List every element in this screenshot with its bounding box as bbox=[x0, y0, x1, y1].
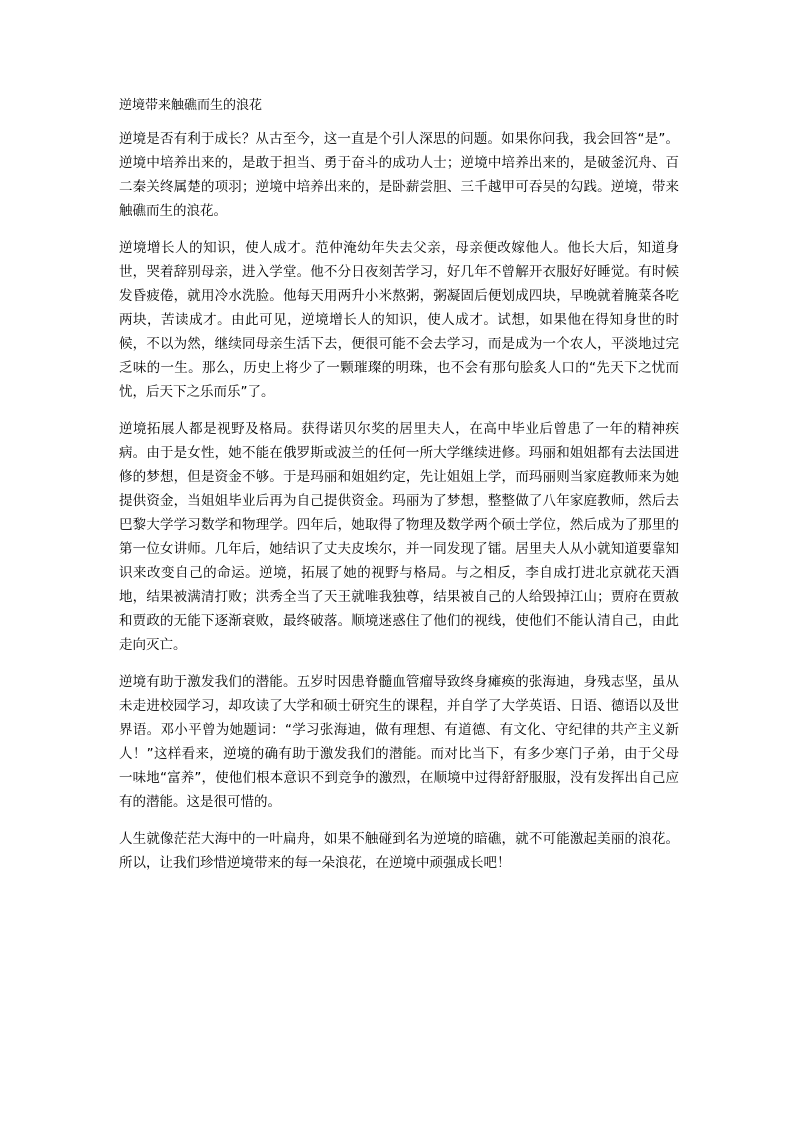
paragraph-intro: 逆境是否有利于成长？从古至今，这一直是个引人深思的问题。如果你问我，我会回答“是”。逆境中培养出来的，是敢于担当、勇于奋斗的成功人士；逆境中培养出来的，是破釜沉舟、百二秦关终属楚的项羽；逆境中培养出来的，是卧薪尝胆、三千越甲可吞吴的勾践。逆境，带来触礁而生的浪花。 bbox=[119, 131, 679, 219]
document-title: 逆境带来触礁而生的浪花 bbox=[119, 98, 263, 113]
document-page bbox=[119, 94, 679, 888]
paragraph-vision: 逆境拓展人都是视野及格局。获得诺贝尔奖的居里夫人，在高中毕业后曾患了一年的精神疾病。由于是女性，她不能在俄罗斯或波兰的任何一所大学继续进修。玛丽和姐姐都有去法国进修的梦想，但是资金不够。于是玛丽和姐姐约定，先让姐姐上学，而玛丽则当家庭教师来为她提供资金，当姐姐毕业后再为自己提供资金。玛丽为了梦想，整整做了八年家庭教师，然后去巴黎大学学习数学和物理学。四年后，她取得了物理及数学两个硕士学位，然后成为了那里的第一位女讲师。几年后，她结识了丈夫皮埃尔，并一同发现了镭。居里夫人从小就知道要靠知识来改变自己的命运。逆境，拓展了她的视野与格局。与之相反，李自成打进北京就花天酒地，结果被满清打败；洪秀全当了天王就唯我独尊，结果被自己的人给毁掉江山；贾府在贾赦和贾政的无能下逐渐衰败，最终破落。顺境迷惑住了他们的视线，使他们不能认清自己，由此走向灭亡。 bbox=[119, 421, 679, 653]
paragraph-knowledge: 逆境增长人的知识，使人成才。范仲淹幼年失去父亲，母亲便改嫁他人。他长大后，知道身世，哭着辞别母亲，进入学堂。他不分日夜刻苦学习，好几年不曾解开衣服好好睡觉。有时候发昏疲倦，就用冷水洗脸。他每天用两升小米熬粥，粥凝固后便划成四块，早晚就着腌菜各吃两块，苦读成才。由此可见，逆境增长人的知识，使人成才。试想，如果他在得知身世的时候，不以为然，继续同母亲生活下去，便很可能不会去学习，而是成为一个农人，平淡地过完乏味的一生。那么，历史上将少了一颗璀璨的明珠，也不会有那句脍炙人口的“先天下之忧而忧，后天下之乐而乐”了。 bbox=[119, 240, 679, 400]
paragraph-conclusion: 人生就像茫茫大海中的一叶扁舟，如果不触碰到名为逆境的暗礁，就不可能激起美丽的浪花。所以，让我们珍惜逆境带来的每一朵浪花，在逆境中顽强成长吧！ bbox=[119, 831, 679, 871]
paragraph-potential: 逆境有助于激发我们的潜能。五岁时因患脊髓血管瘤导致终身瘫痪的张海迪，身残志坚，虽从未走进校园学习，却攻读了大学和硕士研究生的课程，并自学了大学英语、日语、德语以及世界语。邓小平曾为她题词：“学习张海迪，做有理想、有道德、有文化、守纪律的共产主义新人！”这样看来，逆境的确有助于激发我们的潜能。而对比当下，有多少寒门子弟，由于父母一味地“富养”，使他们根本意识不到竞争的激烈，在顺境中过得舒舒服服，没有发挥出自己应有的潜能。这是很可惜的。 bbox=[119, 674, 679, 810]
